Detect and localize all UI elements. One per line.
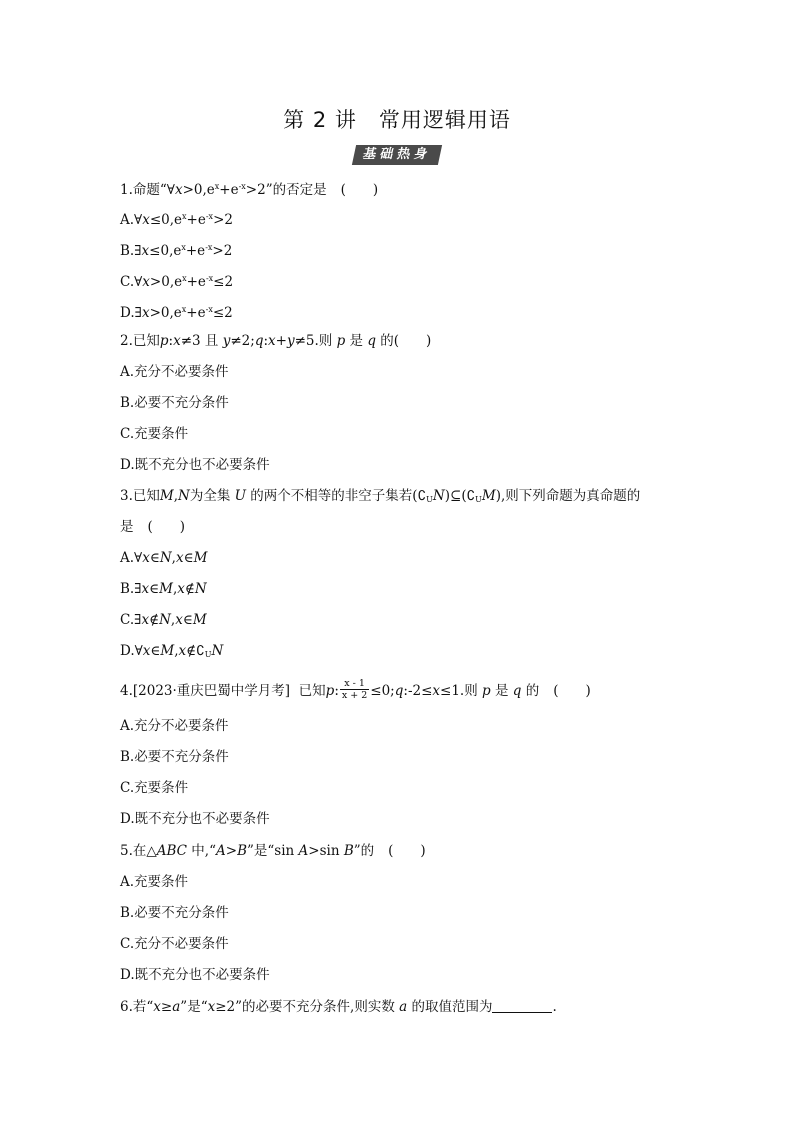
question-5-option-d: D.既不充分也不必要条件 xyxy=(120,967,270,983)
page-title: 第 2 讲 常用逻辑用语 xyxy=(283,108,511,132)
question-4-stem: 4.[2023·重庆巴蜀中学月考] 已知p: $\frac{x - 1}{x + 2}$ ≤0;q:-2≤x≤1.则 p 是 q 的 ( ) xyxy=(120,678,591,701)
question-4-option-d: D.既不充分也不必要条件 xyxy=(120,811,270,827)
question-3-option-c: C.∃x∉N,x∈M xyxy=(120,612,207,628)
question-1-option-c: $C.\forall x>0,e^x+e^{-x}\le 2$ xyxy=(120,274,234,290)
question-2-option-d: D.既不充分也不必要条件 xyxy=(120,457,270,473)
question-2-option-b: B.必要不充分条件 xyxy=(120,395,229,411)
answer-blank[interactable] xyxy=(492,998,552,1013)
fraction: $\frac{x - 1}{x + 2}$ xyxy=(341,678,368,701)
section-badge: 基础热身 xyxy=(352,145,442,165)
question-1-stem: 1.命题“$\forall x>0,e^x+e^{-x}>2$”的否定是 ( ) xyxy=(120,182,379,198)
question-1-option-b: $B.\exists x\le 0,e^x+e^{-x}>2$ xyxy=(120,243,233,259)
question-4-option-c: C.充要条件 xyxy=(120,780,189,796)
question-2-stem: 2.已知p:x≠3 且 y≠2;q:x+y≠5.则 p 是 q 的( ) xyxy=(120,333,432,349)
question-5-option-a: A.充要条件 xyxy=(120,874,189,890)
question-6-stem: 6.若“x≥a”是“x≥2”的必要不充分条件,则实数 a 的取值范围为 . xyxy=(120,999,557,1015)
question-5-option-c: C.充分不必要条件 xyxy=(120,936,229,952)
source-tag: 4.[2023·重庆巴蜀中学月考] xyxy=(120,683,291,699)
question-2-option-a: A.充分不必要条件 xyxy=(120,364,229,380)
answer-paren: ( ) xyxy=(147,519,186,535)
question-2-option-c: C.充要条件 xyxy=(120,426,189,442)
question-3-option-b: B.∃x∈M,x∉N xyxy=(120,581,207,597)
question-1-option-d: $D.\exists x>0,e^x+e^{-x}\le 2$ xyxy=(120,305,233,321)
question-5-stem: 5.在△ABC 中,“A>B”是“sin A>sin B”的 ( ) xyxy=(120,843,426,859)
question-3-stem-line-2: 是 ( ) xyxy=(120,519,186,535)
question-3-option-d: $D.\forall x\in M,x\notin∁_UN$ xyxy=(120,643,224,659)
answer-paren: ( ) xyxy=(553,683,591,699)
question-5-option-b: B.必要不充分条件 xyxy=(120,905,229,921)
answer-paren: ( ) xyxy=(340,182,379,198)
answer-paren: ( ) xyxy=(388,843,426,859)
question-1-option-a: $A.\forall x\le 0,e^x+e^{-x}>2$ xyxy=(120,212,233,228)
question-4-option-b: B.必要不充分条件 xyxy=(120,749,229,765)
question-3-option-a: A.∀x∈N,x∈M xyxy=(120,550,208,566)
question-3-stem: 3.已知M,N为全集 U 的两个不相等的非空子集若$(∁_UN)⊆(∁_UM)$,则下列命题为真命题的 xyxy=(120,488,641,504)
question-4-option-a: A.充分不必要条件 xyxy=(120,718,229,734)
